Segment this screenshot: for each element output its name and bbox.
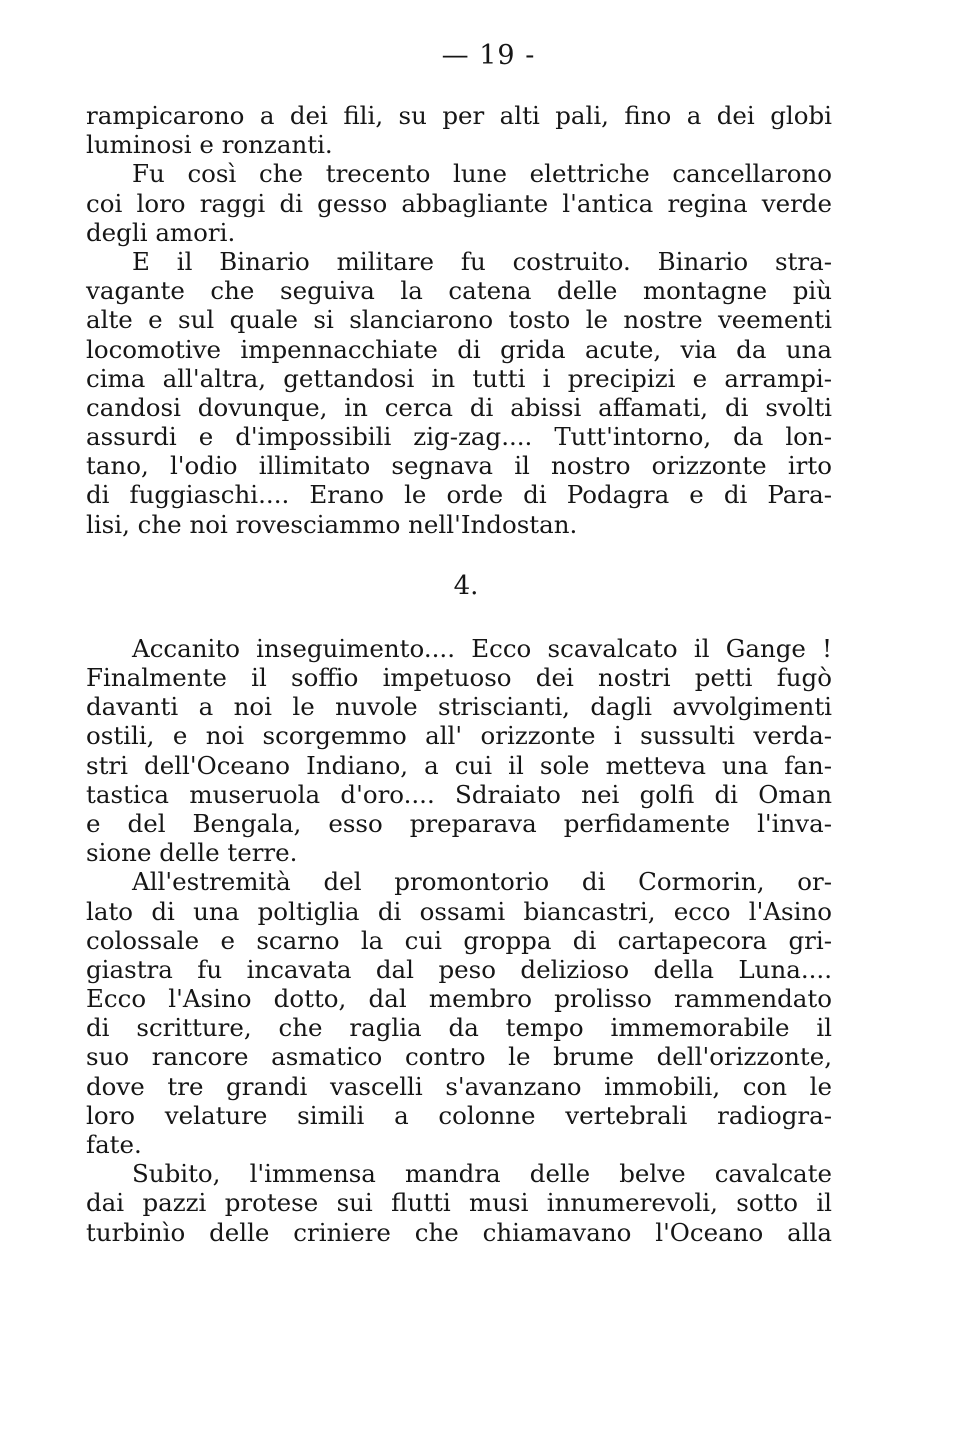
text-line: Finalmente il soffio impetuoso dei nostri petti fugò <box>86 663 832 692</box>
text-line: suo rancore asmatico contro le brume dell'orizzonte, <box>86 1042 832 1072</box>
text-line: degli amori. <box>86 217 236 247</box>
text-line: cima all'altra, gettandosi in tutti i precipizi e arrampi- <box>86 363 832 393</box>
text-line: giastra fu incavata dal peso delizioso della Luna.... <box>86 954 832 984</box>
text-line: vagante che seguiva la catena delle montagne più <box>86 276 832 306</box>
text-line: tastica museruola d'oro.... Sdraiato nei golfi di Oman <box>86 779 832 809</box>
text-line: Fu così che trecento lune elettriche cancellarono <box>132 159 832 189</box>
text-line: coi loro raggi di gesso abbagliante l'antica regina verde <box>86 188 832 218</box>
paragraph-2 <box>86 159 832 247</box>
text-line: Accanito inseguimento.... Ecco scavalcato il Gange ! <box>132 633 832 663</box>
text-line: All'estremità del promontorio di Cormorin, or- <box>132 867 832 897</box>
text-line: assurdi e d'impossibili zig-zag.... Tutt'intorno, da lon- <box>86 422 832 452</box>
text-line: E il Binario militare fu costruito. Binario stra- <box>132 246 832 276</box>
paragraph-5 <box>86 867 832 1159</box>
text-line: tano, l'odio illimitato segnava il nostro orizzonte irto <box>86 451 832 481</box>
paragraph-6 <box>86 1159 832 1247</box>
text-line: lato di una poltiglia di ossami biancastri, ecco l'Asino <box>86 896 832 926</box>
text-line: sione delle terre. <box>86 838 298 868</box>
text-line: fate. <box>86 1130 142 1159</box>
text-line: luminosi e ronzanti. <box>86 130 333 160</box>
text-line: ostili, e noi scorgemmo all' orizzonte i sussulti verda- <box>86 721 832 751</box>
text-line: dove tre grandi vascelli s'avanzano immobili, con le <box>86 1071 832 1101</box>
text-line: colossale e scarno la cui groppa di cartapecora gri- <box>86 925 832 955</box>
text-line: Subito, l'immensa mandra delle belve cavalcate <box>132 1159 832 1189</box>
text-line: di fuggiaschi.... Erano le orde di Podagra e di Para- <box>86 480 832 510</box>
text-line: dai pazzi protese sui flutti musi innumerevoli, sotto il <box>86 1188 832 1218</box>
text-line: candosi dovunque, in cerca di abissi affamati, di svolti <box>86 392 832 422</box>
text-line: stri dell'Oceano Indiano, a cui il sole metteva una fan- <box>86 750 832 780</box>
page-number: — 19 - <box>441 40 536 71</box>
text-line: turbinìo delle criniere che chiamavano l'Oceano alla <box>86 1217 832 1247</box>
text-line: Ecco l'Asino dotto, dal membro prolisso rammendato <box>86 984 832 1014</box>
paragraph-4 <box>86 634 832 868</box>
text-line: loro velature simili a colonne vertebrali radiogra- <box>86 1100 832 1130</box>
text-line: davanti a noi le nuvole striscianti, dagli avvolgimenti <box>86 692 832 722</box>
body-text <box>86 101 832 1247</box>
section-heading: 4. <box>453 570 479 601</box>
text-line: rampicarono a dei fili, su per alti pali, fino a dei globi <box>86 101 832 130</box>
paragraph-3 <box>86 247 832 539</box>
paragraph-1 <box>86 101 832 159</box>
text-line: alte e sul quale si slanciarono tosto le nostre veementi <box>86 305 832 335</box>
text-line: lisi, che noi rovesciammo nell'Indostan. <box>86 509 578 539</box>
text-line: di scritture, che raglia da tempo immemorabile il <box>86 1013 832 1043</box>
text-line: e del Bengala, esso preparava perfidamente l'inva- <box>86 808 832 838</box>
text-line: locomotive impennacchiate di grida acute, via da una <box>86 334 832 364</box>
